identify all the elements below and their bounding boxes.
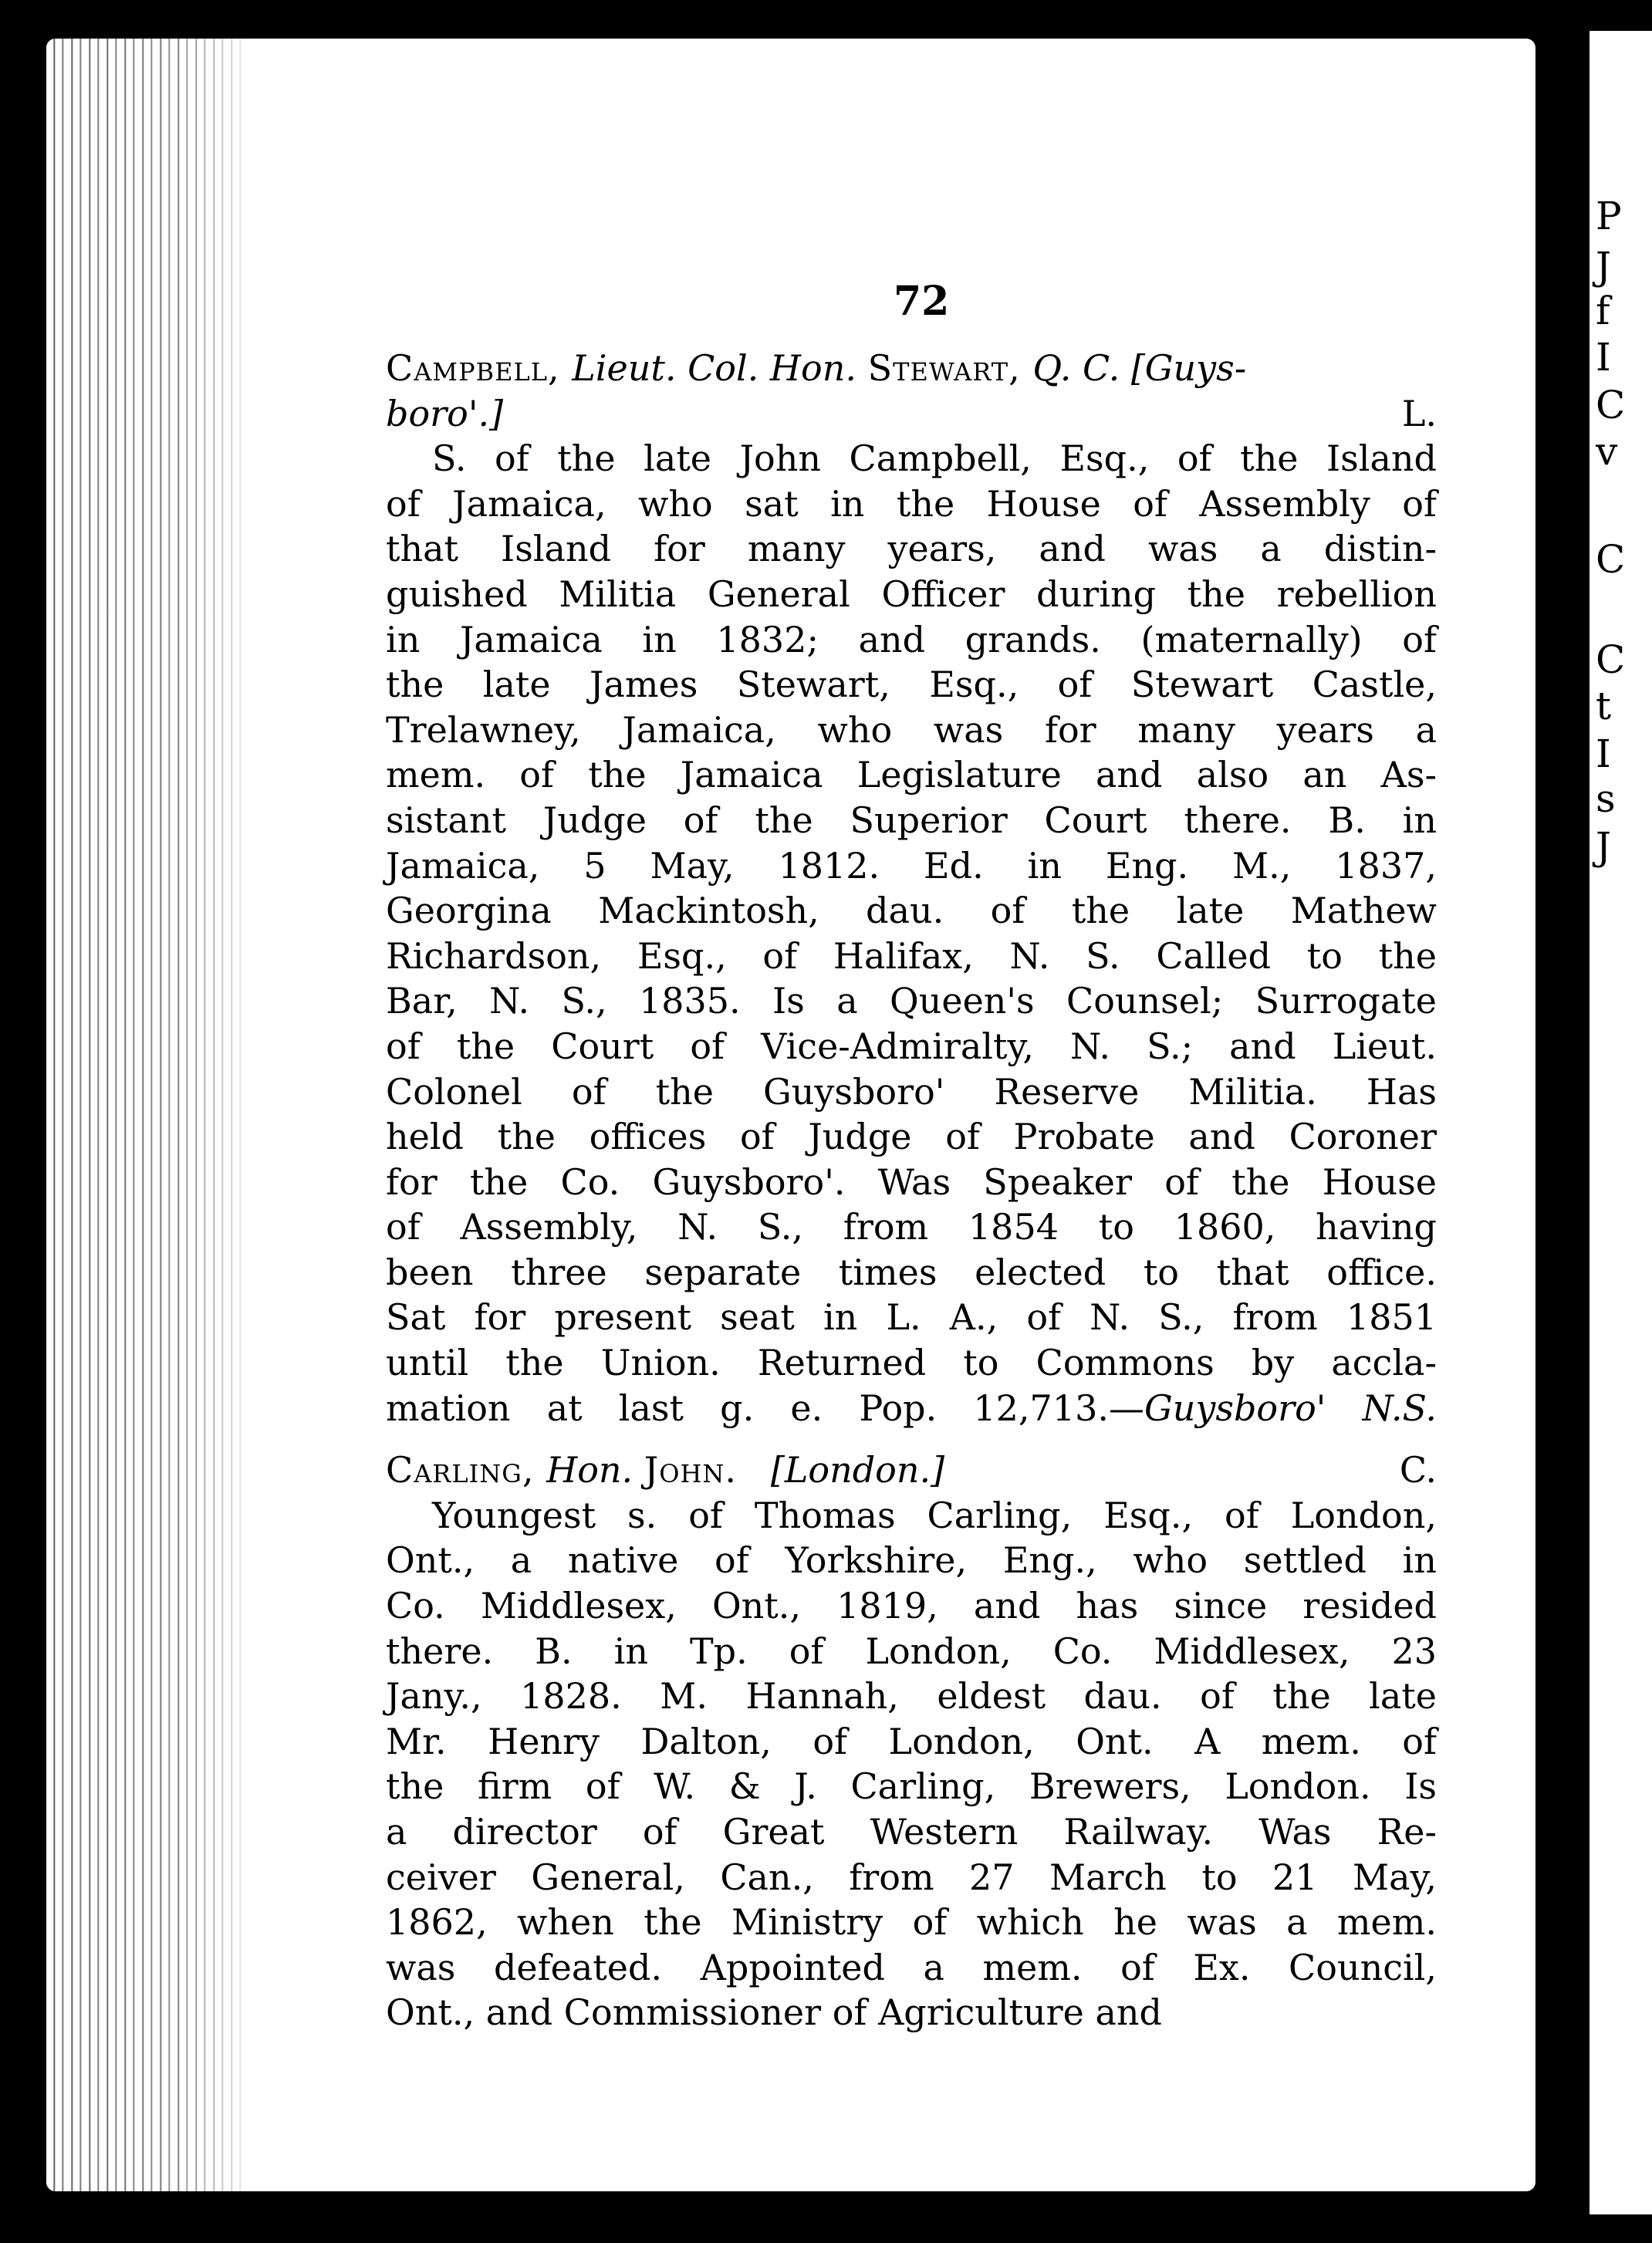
next-page-letter: J [1596,824,1612,869]
next-page-letter: P [1596,194,1622,238]
text-line: of Jamaica, who sat in the House of Assembly of [386,482,1437,525]
party-label: C. [1399,1449,1437,1491]
next-page-edge [1590,31,1652,2214]
entry-body-carling [386,1493,1437,2035]
text-line: 1862, when the Ministry of which he was a mem. [386,1901,1437,1944]
page-text [386,346,1437,2035]
text-line: of Assembly, N. S., from 1854 to 1860, having [386,1206,1437,1248]
next-page-letter: f [1596,289,1610,333]
text-line: that Island for many years, and was a distin- [386,528,1437,570]
entry-heading-campbell: Campbell, Lieut. Col. Hon. Stewart, Q. C. [Guys- [386,347,1247,389]
text-line: Ont., a native of Yorkshire, Eng., who settled in [386,1539,1437,1582]
text-line: held the offices of Judge of Probate and Coroner [386,1116,1437,1158]
next-page-letter: J [1596,244,1612,289]
text-line: the firm of W. & J. Carling, Brewers, London. Is [386,1765,1437,1808]
text-line: a director of Great Western Railway. Was Re- [386,1811,1437,1853]
page-number: 72 [894,278,950,325]
text-line: there. B. in Tp. of London, Co. Middlesex, 23 [386,1630,1437,1672]
text-line: until the Union. Returned to Commons by accla- [386,1342,1437,1384]
text-line: mem. of the Jamaica Legislature and also an As- [386,754,1437,796]
text-line: was defeated. Appointed a mem. of Ex. Council, [386,1946,1437,1988]
text-line: sistant Judge of the Superior Court there. B. in [386,799,1437,841]
text-line: Colonel of the Guysboro' Reserve Militia. Has [386,1070,1437,1113]
text-line: Richardson, Esq., of Halifax, N. S. Called to the [386,934,1437,977]
binding-shadow [1574,46,1590,2191]
text-line: Trelawney, Jamaica, who was for many years a [386,708,1437,751]
text-line: Jamaica, 5 May, 1812. Ed. in Eng. M., 1837, [386,844,1437,887]
text-line: for the Co. Guysboro'. Was Speaker of the House [386,1160,1437,1203]
text-line: Co. Middlesex, Ont., 1819, and has since resided [386,1585,1437,1627]
next-page-letter: C [1596,383,1626,427]
entry-heading-carling: Carling, Hon. John. [London.] C. [386,1447,1437,1493]
text-line: Mr. Henry Dalton, of London, Ont. A mem. of [386,1720,1437,1762]
next-page-letter: s [1596,776,1616,821]
next-page-letter: I [1596,731,1611,776]
text-line: mation at last g. e. Pop. 12,713.—Guysboro' N.S. [386,1387,1437,1429]
text-line: Bar, N. S., 1835. Is a Queen's Counsel; Surrogate [386,980,1437,1022]
next-page-letter: I [1596,335,1611,380]
text-line: Jany., 1828. M. Hannah, eldest dau. of the late [386,1675,1437,1718]
text-line: the late James Stewart, Esq., of Stewart Castle, [386,664,1437,706]
text-line: Georgina Mackintosh, dau. of the late Mathew [386,890,1437,932]
party-label: L. [1401,392,1437,434]
next-page-letter: t [1596,684,1612,728]
entry-body-campbell [386,436,1437,1431]
text-line: guished Militia General Officer during the rebellion [386,573,1437,615]
text-line: Ont., and Commissioner of Agriculture and [386,1991,1162,2034]
text-line: S. of the late John Campbell, Esq., of the Island [432,437,1437,480]
text-line: Sat for present seat in L. A., of N. S., from 1851 [386,1296,1437,1339]
next-page-letter: v [1596,429,1618,474]
text-line: of the Court of Vice-Admiralty, N. S.; and Lieut. [386,1025,1437,1067]
next-page-letter: C [1596,537,1626,582]
text-line: ceiver General, Can., from 27 March to 21 May, [386,1856,1437,1898]
text-line: Youngest s. of Thomas Carling, Esq., of London, [432,1494,1437,1536]
text-line: in Jamaica in 1832; and grands. (maternally) of [386,618,1437,660]
next-page-letter: C [1596,637,1626,682]
constituency-closing: Guysboro' N.S. [1144,1387,1437,1429]
entry-heading-campbell-cont: boro'.] L. [386,391,1437,437]
text-line: been three separate times elected to that office. [386,1251,1437,1293]
